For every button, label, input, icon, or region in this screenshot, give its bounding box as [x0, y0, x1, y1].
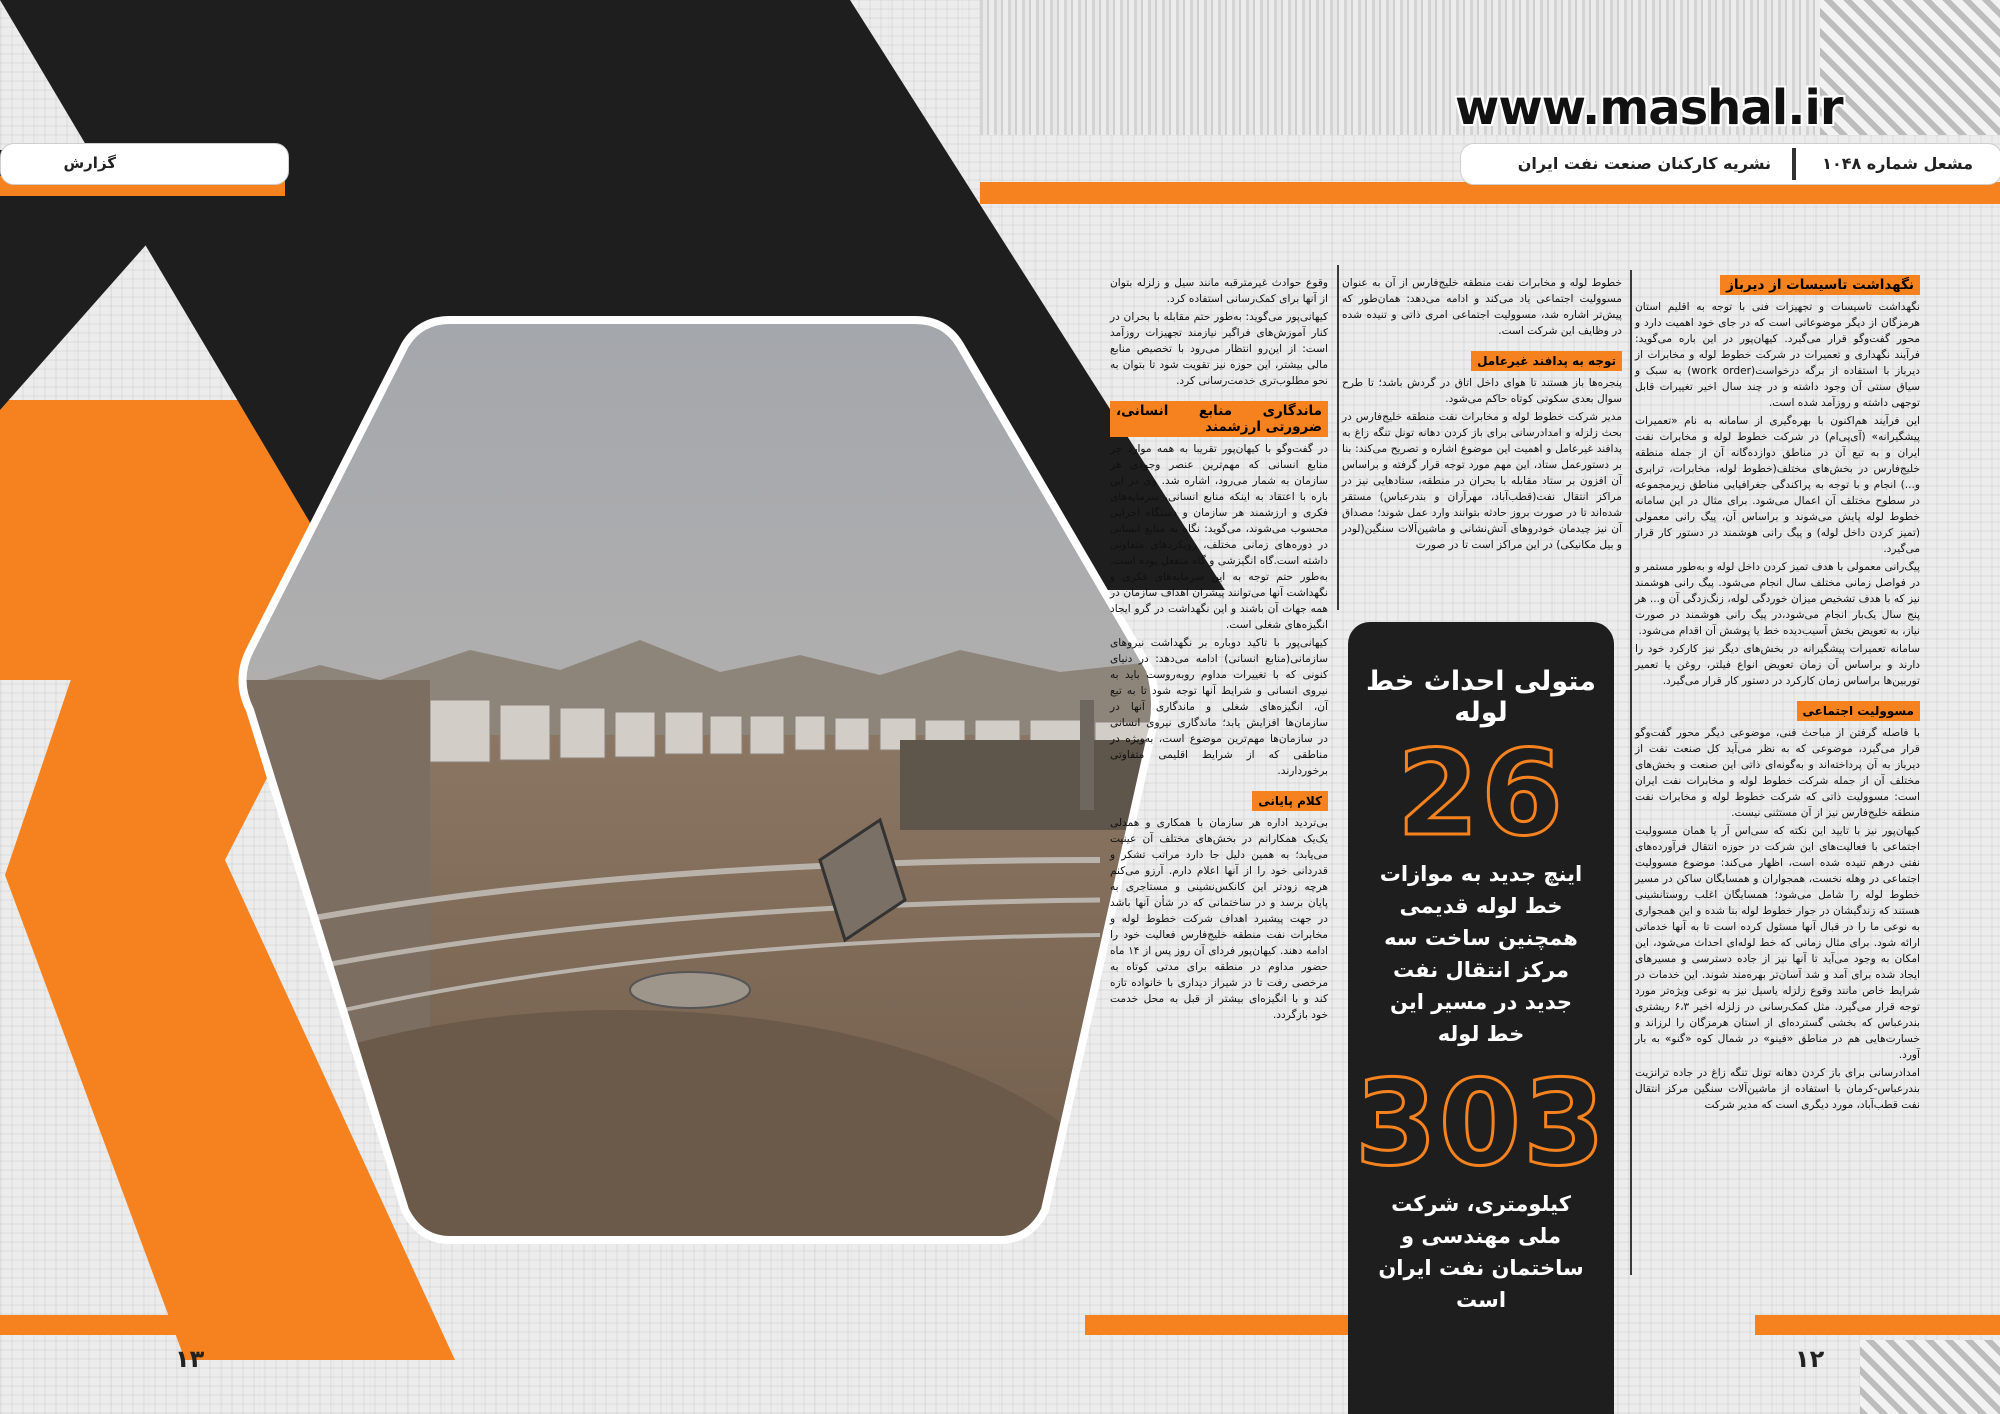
- infobox-number-inch: 26: [1396, 724, 1566, 862]
- paragraph: امدادرسانی برای باز کردن دهانه تونل تنگه زاغ در جاده ترانزیت بندرعباس-کرمان با استفاده از ماشین‌آلات سنگین مرکز انتقال نفت قطب‌آباد، مورد دیگری است که مدیر شرکت: [1635, 1067, 1920, 1111]
- heading-human-resources: ماندگاری منابع انسانی، ضرورتی ارزشمند: [1110, 401, 1328, 437]
- site-url: www.mashal.ir: [1455, 80, 1843, 136]
- infobox-text-company: کیلومتری، شرکت ملی مهندسی و ساختمان نفت ایران است: [1378, 1192, 1584, 1312]
- paragraph: وقوع حوادث غیرمترقبه مانند سیل و زلزله بتوان از آنها برای کمک‌رسانی استفاده کرد.: [1110, 277, 1328, 305]
- paragraph: کیهانی‌پور با تاکید دوباره بر نگهداشت نیروهای سازمانی(منابع انسانی) ادامه می‌دهد: در دنیای کنونی که با تغییرات مداوم روبه‌روست باید به نیروی انسانی و شرایط آنها توجه شود تا به تبع آن، انگیزه‌های شغلی و ماندگاری آنها در سازمان‌ها افزایش یابد؛ ماندگاری نیروی انسانی در سازمان‌ها مهم‌ترین موضوع است، به‌ویژه در مناطقی که از شرایط اقلیمی متفاوتی برخوردارند.: [1110, 637, 1328, 777]
- publication-title: نشریه کارکنان صنعت نفت ایران: [1517, 154, 1771, 173]
- infobox-number-km: 303: [1354, 1054, 1608, 1192]
- page-number-left: ۱۳: [175, 1345, 205, 1373]
- issue-label: مشعل شماره ۱۰۴۸: [1822, 154, 1973, 173]
- paragraph: در گفت‌وگو با کیهان‌پور تقریبا به همه موارد جز منابع انسانی که مهم‌ترین عنصر وجودی هر سازمان به شمار می‌رود، اشاره شد. وی در این باره با اعتقاد به اینکه منابع انسانی، سرمایه‌های فکری و ارزشمند هر سازمان و دستگاه اجرایی محسوب می‌شوند، می‌گوید: نگاه به منابع انسانی در دوره‌های زمانی مختلف، رویکردهای متفاوتی داشته است.گاه انگیزشی و گاه متفعل بوده است. به‌طور حتم توجه به این سرمایه‌های فکری و نگهداشت آنها می‌توانند پیشران اهداف سازمان در همه جهات آن باشند و این نگهداشت در گرو ایجاد انگیزه‌های شغلی است.: [1110, 443, 1328, 631]
- section-label: گزارش: [63, 154, 116, 172]
- paragraph: بی‌تردید اداره هر سازمان با همکاری و همدلی یک‌یک همکارانم در بخش‌های مختلف آن عینیت می‌یابد؛ به همین دلیل جا دارد مراتب تشکر و قدردانی خود را از آنها اعلام دارم. آرزو می‌کنم هرچه زودتر این کانکس‌نشینی و مستاجری به پایان برسد و در ساختمانی که در شأن آنها باشد در جهت پیشبرد اهداف شرکت خطوط لوله و مخابرات نفت منطقه خلیج‌فارس فعالیت خود را ادامه دهند. کیهان‌پور فردای آن روز پس از ۱۴ ماه حضور مداوم در منطقه برای مدتی کوتاه به مرخصی رفت تا در شیراز دیداری با خانواده تازه کند و با انگیزه‌ای بیشتر از قبل به محل خدمت خود بازگردد.: [1110, 817, 1328, 1021]
- heading-facility-maintenance: نگهداشت تاسیسات از دیرباز: [1720, 275, 1920, 295]
- paragraph: خطوط لوله و مخابرات نفت منطقه خلیج‌فارس از آن به عنوان مسوولیت اجتماعی یاد می‌کند و ادامه می‌دهد: همان‌طور که پیش‌تر اشاره شد، مسوولیت اجتماعی امری ذاتی و تنیده شده در وظایف این شرکت است.: [1342, 277, 1622, 337]
- paragraph: کیهانی‌پور می‌گوید: به‌طور حتم مقابله با بحران در کنار آموزش‌های فراگیر نیازمند تجهیزات روزآمد است: از این‌رو انتظار می‌رود با تخصیص منابع مالی بیشتر، این حوزه نیز تقویت شود تا بتوان به نحو مطلوب‌تری خدمت‌رسانی کرد.: [1110, 311, 1328, 387]
- infobox-title: متولی احداث خط لوله: [1366, 666, 1596, 728]
- paragraph: نگهداشت تاسیسات و تجهیزات فنی با توجه به اقلیم استان هرمزگان از دیگر موضوعاتی است که در جای خود اهمیت دارد و محور گفت‌وگو قرار می‌گیرد. کیهان‌پور در این باره می‌گوید: فرآیند نگهداری و تعمیرات در شرکت خطوط لوله و مخابرات از دیرباز با استفاده از برگه درخواست(work order) به سبک و سیاق سنتی آن وجود داشته و در چند سال اخیر تغییرات قابل توجهی داشته و روزآمد شده است.: [1635, 301, 1920, 409]
- paragraph: کیهان‌پور نیز با تایید این نکته که سی‌اس آر یا همان مسوولیت اجتماعی با فعالیت‌های این شرکت در حوزه انتقال فرآورده‌های نفتی درهم تنیده شده است، اظهار می‌کند: موضوع مسوولیت اجتماعی در وهله نخست، همجواران و همسایگان ساکن در مسیر خطوط لوله را شامل می‌شود؛ همسایگان اغلب روستانشینی هستند که زندگیشان در جوار خطوط لوله بنا شده و این همجواری به نوعی ما را در قبال آنها مسئول کرده است تا به آنها خدماتی ارائه شود. برای مثال زمانی که خط لوله‌ای احداث می‌شود، این امکان به وجود می‌آید تا آنها نیز از جاده دسترسی و مسیرهای ایجاد شده برای آمد و شد آسان‌تر بهره‌مند شوند. این خدمات در شرایط خاص مانند وقوع زلزله یاسیل نیز به نوعی ویژه‌تر مورد توجه قرار می‌گیرد. مثل کمک‌رسانی در زلزله اخیر ۶،۳ ریشتری بندرعباس که بخشی گسترده‌ای از استان هرمزگان را لرزاند و خسارت‌هایی هم در مناطق «فینو» در شمال کوه «گنو» به بار آورد.: [1635, 825, 1920, 1061]
- right-column: [1635, 275, 1920, 1115]
- middle-column: [1342, 275, 1622, 555]
- left-column: [1110, 275, 1328, 1025]
- paragraph: مدیر شرکت خطوط لوله و مخابرات نفت منطقه خلیج‌فارس در بحث زلزله و امدادرسانی برای باز کردن دهانه تونل تنگه زاغ به پدافند غیرعامل و اهمیت این موضوع اشاره و تصریح می‌کند: بنا بر دستورعمل ستاد، این مهم مورد توجه قرار گرفته و براساس آن افزون بر ستاد مقابله با بحران در منطقه، ستادهایی نیز در مراکز انتقال نفت(قطب‌آباد، مهرآران و بندرعباس) مستقر شده‌اند تا در صورت بروز حادثه بتوانند وارد عمل شوند؛ مصداق آن نیز چیدمان خودروهای آتش‌نشانی و ماشین‌آلات سنگین(لودر و بیل مکانیکی) در این مراکز است تا در صورت: [1342, 411, 1622, 551]
- paragraph: سامانه تعمیرات پیشگیرانه در بخش‌های دیگر نیز کارکرد خود را دارند و براساس آن زمان تعویض انواع فیلتر، روغن یا تعمیر توربین‌ها براساس زمان کارکرد در دستور کار قرار می‌گیرد.: [1635, 643, 1920, 687]
- heading-passive-defense: توجه به پدافند غیرعامل: [1471, 351, 1622, 371]
- paragraph: پیگ‌رانی معمولی با هدف تمیز کردن داخل لوله و به‌طور مستمر و در فواصل زمانی مختلف سال انجام می‌شود. پیگ رانی هوشمند نیز که با هدف تشخیص میزان خوردگی لوله، زنگ‌زدگی آن و... هر پنج سال یک‌بار انجام می‌شود،در پیگ رانی هوشمند در صورت نیاز، به تعویض بخش آسیب‌دیده خط یا پوشش آن اقدام می‌شود.: [1635, 561, 1920, 637]
- paragraph: این فرآیند هم‌اکنون با بهره‌گیری از سامانه به نام «تعمیرات پیشگیرانه» (آی‌پی‌ام) در شرکت خطوط لوله و مخابرات نفت ایران و به تبع آن در مناطق دوازده‌گانه آن از جمله منطقه خلیج‌فارس در بخش‌های مختلف(خطوط لوله، مخابرات، ترابری و...) انجام و با توجه به پراکندگی جغرافیایی مناطق زیرمجموعه در سطوح مختلف آن اعمال می‌شود. برای مثال در این سامانه خطوط لوله پایش می‌شوند و براساس آن، پیگ رانی معمولی (تمیز کردن داخل لوله) و پیگ رانی هوشمند در دستور کار قرار می‌گیرد.: [1635, 415, 1920, 555]
- paragraph: با فاصله گرفتن از مباحث فنی، موضوعی دیگر محور گفت‌وگو قرار می‌گیرد، موضوعی که به نظر می‌آید کل صنعت نفت از دیرباز به آن پرداخته‌اند و به‌گونه‌ای ذاتی این صنعت و بخش‌های مختلف آن از جمله شرکت خطوط لوله و مخابرات نفت ایران است: مسوولیت ذاتی که شرکت خطوط لوله و مخابرات نفت منطقه خلیج‌فارس نیز از آن مستثنی نیست.: [1635, 727, 1920, 819]
- statistics-infobox: [1348, 622, 1614, 1414]
- heading-social-responsibility: مسوولیت اجتماعی: [1797, 701, 1920, 721]
- paragraph: پنجره‌ها باز هستند تا هوای داخل اتاق در گردش باشد؛ تا طرح سوال بعدی سکوتی کوتاه حاکم می‌شود.: [1342, 377, 1622, 405]
- heading-final-word: کلام پایانی: [1252, 791, 1328, 811]
- column-divider-right: [1630, 270, 1632, 1275]
- column-divider-middle-upper: [1337, 265, 1339, 610]
- page-number-right: ۱۲: [1795, 1345, 1825, 1373]
- infobox-text-pipeline: اینچ جدید به موازات خط لوله قدیمی همچنین ساخت سه مرکز انتقال نفت جدید در مسیر این خط لوله: [1379, 862, 1583, 1046]
